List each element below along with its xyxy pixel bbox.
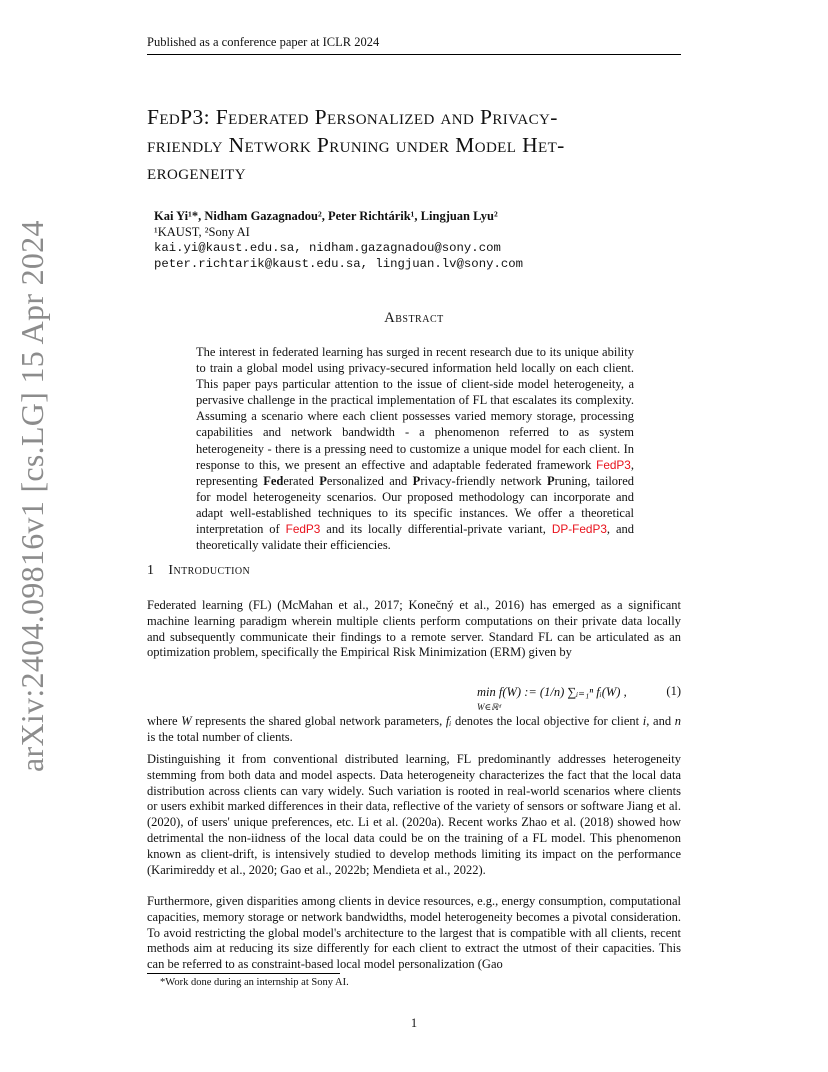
- section-title: Introduction: [168, 563, 251, 578]
- running-header: Published as a conference paper at ICLR 2024: [147, 35, 681, 55]
- para-text: denotes the local objective for client: [451, 714, 643, 728]
- abstract-text: , and theoretically validate their efficiencies.: [196, 522, 634, 553]
- fedp3-link[interactable]: FedP3: [596, 457, 631, 472]
- intro-paragraph-3: Distinguishing it from conventional distributed learning, FL predominantly addresses heterogeneity stemming from both data and model aspects. Data heterogeneity characterizes the fact that the local data distribution across clients can vary widely. Such variation is rooted in real-world scenarios where clients or users exhibit marked differences in their data, reflective of the variety of sensors or software Jiang et al. (2020), of users' unique preferences, etc. Li et al. (2020a). Recent works Zhao et al. (2018) showed how detrimental the non-iidness of the local data could be on the training of a FL model. This phenomenon known as client-drift, is intensively studied to develop methods limiting its impact on the performance (Karimireddy et al., 2020; Gao et al., 2022b; Mendieta et al., 2022).: [147, 752, 681, 877]
- intro-paragraph-1: Federated learning (FL) (McMahan et al., 2017; Konečný et al., 2016) has emerged as a significant machine learning paradigm wherein multiple clients perform computations on their private data locally and subsequently communicate their findings to a remote server. Standard FL can be articulated as an optimization problem, specifically the Empirical Risk Minimization (ERM) given by: [147, 598, 681, 660]
- equation-subscript: W∈ℝᵈ: [477, 702, 502, 712]
- abstract-heading: Abstract: [384, 310, 444, 326]
- equation-expression: min f(W) := (1/n) ∑ᵢ₌₁ⁿ fᵢ(W) ,: [477, 685, 627, 699]
- title-line-2: friendly Network Pruning under Model Het-: [147, 132, 565, 157]
- author-emails-1[interactable]: kai.yi@kaust.edu.sa, nidham.gazagnadou@sony.com: [154, 241, 501, 255]
- abstract-bold-letter: P: [547, 473, 555, 488]
- arxiv-stamp: arXiv:2404.09816v1 [cs.LG] 15 Apr 2024: [14, 220, 50, 772]
- para-text: , and: [646, 714, 675, 728]
- author-block: [154, 208, 674, 272]
- abstract-text: rivacy-friendly network: [420, 473, 548, 488]
- math-symbol: n: [674, 714, 681, 728]
- abstract-text: erated: [283, 473, 320, 488]
- abstract-bold-letter: Fed: [263, 473, 284, 488]
- abstract-text: ersonalized and: [326, 473, 413, 488]
- para-text: is the total number of clients.: [147, 729, 293, 744]
- abstract-text: The interest in federated learning has surged in recent research due to its unique ability to train a global model using privacy-secured information held locally on each client. This paper pays particular attention to the issue of client-side model heterogeneity, a pervasive challenge in the practical implementation of FL that escalates its complexity. Assuming a scenario where each client possesses varied memory storage, processing capabilities and network bandwidth - a phenomenon referred to as system heterogeneity - there is a pressing need to customize a unique model for each client. In response to this, we present an effective and adaptable federated framework: [196, 345, 634, 472]
- intro-paragraph-2: [147, 714, 681, 746]
- equation-1: [147, 672, 681, 716]
- abstract-bold-letter: P: [412, 473, 421, 488]
- section-heading: [147, 563, 250, 579]
- math-symbol: i: [642, 714, 647, 728]
- author-names: Kai Yi¹*, Nidham Gazagnadou², Peter Richtárik¹, Lingjuan Lyu²: [154, 209, 498, 223]
- footnote-rule: [147, 973, 340, 974]
- para-text: represents the shared global network parameters,: [191, 714, 446, 728]
- abstract-text: , representing: [196, 457, 634, 488]
- author-affiliations: ¹KAUST, ²Sony AI: [154, 225, 250, 239]
- footnote: *Work done during an internship at Sony AI.: [160, 977, 349, 988]
- fedp3-link[interactable]: FedP3: [285, 522, 321, 537]
- abstract-bold-letter: P: [319, 473, 327, 488]
- page-number: 1: [410, 1016, 418, 1030]
- math-symbol: W: [181, 714, 192, 728]
- title-line-3: erogeneity: [147, 160, 246, 184]
- para-text: where: [147, 714, 182, 728]
- equation-number: (1): [666, 684, 681, 698]
- title-line-1: FedP3: Federated Personalized and Privacy-: [147, 105, 558, 129]
- abstract-text: and its locally differential-private variant,: [320, 522, 552, 537]
- abstract-text: runing, tailored for model heterogeneity scenarios. Our proposed methodology can incorporate and adapt well-established techniques to its specific instances. We offer a theoretical interpretation of: [196, 473, 635, 537]
- intro-paragraph-4: Furthermore, given disparities among clients in device resources, e.g., energy consumption, computational capacities, memory storage or network bandwidths, model heterogeneity becomes a pivotal consideration. To avoid restricting the global model's architecture to the largest that is compatible with all clients, recent methods aim at reducing its size differently for each client to extract the utmost of their capacities. This can be referred to as constraint-based local model personalization (Gao: [147, 894, 681, 972]
- abstract-body: [196, 344, 634, 553]
- paper-title: [147, 104, 687, 187]
- math-symbol: fᵢ: [445, 714, 452, 728]
- dp-fedp3-link[interactable]: DP-FedP3: [551, 522, 607, 537]
- section-number: 1: [147, 563, 155, 578]
- author-emails-2[interactable]: peter.richtarik@kaust.edu.sa, lingjuan.lv@sony.com: [154, 257, 523, 271]
